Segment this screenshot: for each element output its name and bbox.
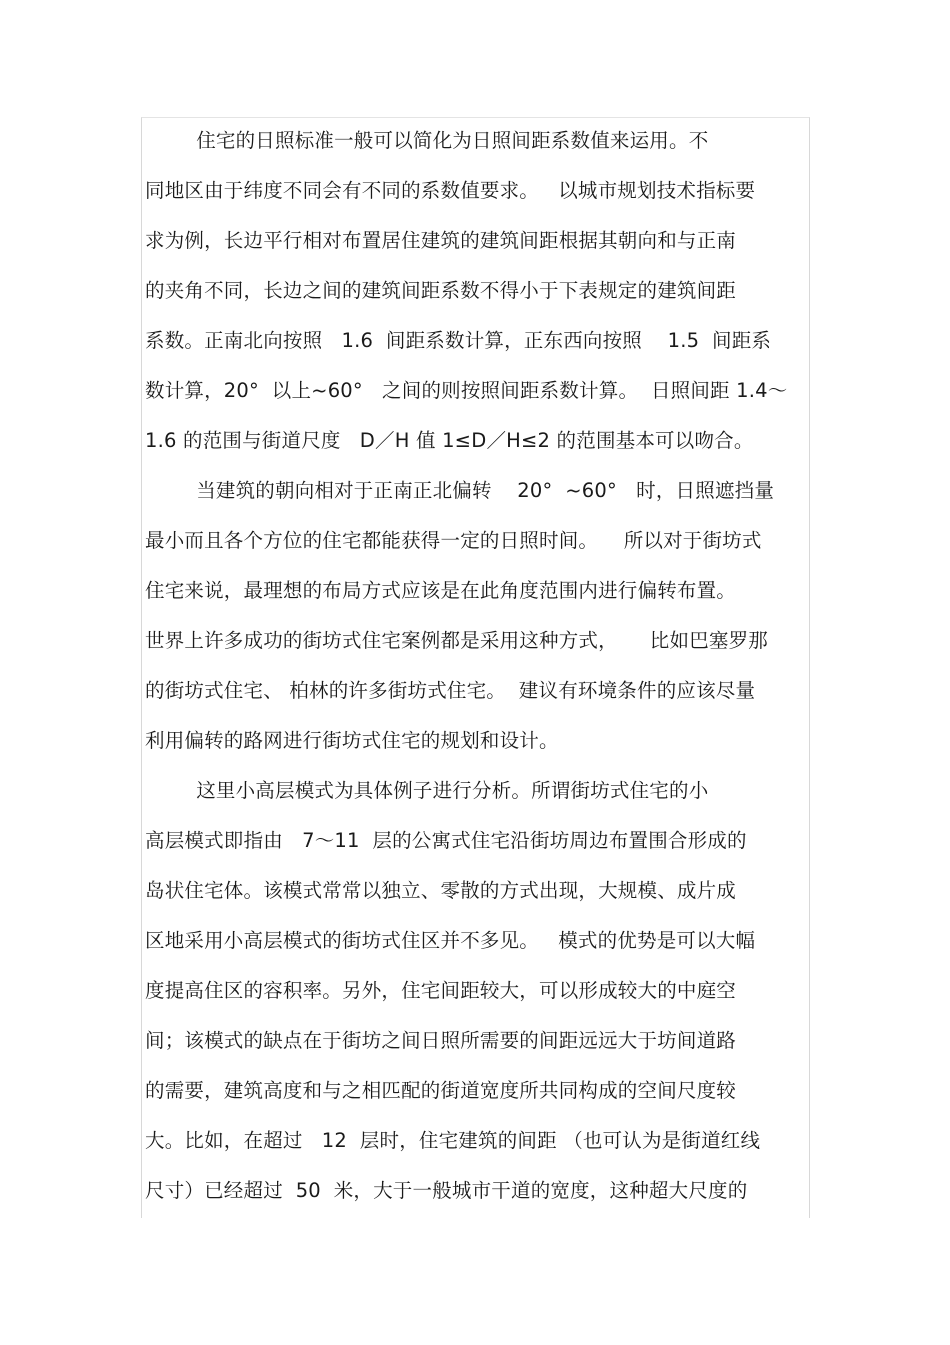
text-line: 这里小高层模式为具体例子进行分析。所谓街坊式住宅的小 [145,779,709,802]
text-line: 尺寸）已经超过 50 米，大于一般城市干道的宽度，这种超大尺度的 [145,1179,748,1202]
text-line: 利用偏转的路网进行街坊式住宅的规划和设计。 [145,729,559,752]
text-line: 系数。正南北向按照 1.6 间距系数计算，正东西向按照 1.5 间距系 [145,329,772,352]
text-line: 当建筑的朝向相对于正南正北偏转 20° ~60° 时，日照遮挡量 [145,479,775,502]
text-line: 世界上许多成功的街坊式住宅案例都是采用这种方式， 比如巴塞罗那 [145,629,768,652]
text-line: 的街坊式住宅、 柏林的许多街坊式住宅。 建议有环境条件的应该尽量 [145,679,756,702]
text-line: 的夹角不同，长边之间的建筑间距系数不得小于下表规定的建筑间距 [145,279,737,302]
text-line: 度提高住区的容积率。另外，住宅间距较大，可以形成较大的中庭空 [145,979,737,1002]
text-line: 大。比如，在超过 12 层时，住宅建筑的间距 （也可认为是街道红线 [145,1129,761,1152]
text-line: 1.6 的范围与街道尺度 D／H 值 1≤D／H≤2 的范围基本可以吻合。 [145,429,754,452]
text-line: 住宅的日照标准一般可以简化为日照间距系数值来运用。不 [145,129,709,152]
text-line: 间；该模式的缺点在于街坊之间日照所需要的间距远远大于坊间道路 [145,1029,737,1052]
text-line: 同地区由于纬度不同会有不同的系数值要求。 以城市规划技术指标要 [145,179,756,202]
text-line: 最小而且各个方位的住宅都能获得一定的日照时间。 所以对于街坊式 [145,529,762,552]
text-line: 高层模式即指由 7～11 层的公寓式住宅沿街坊周边布置围合形成的 [145,829,747,852]
text-line: 求为例，长边平行相对布置居住建筑的建筑间距根据其朝向和与正南 [145,229,737,252]
text-line: 岛状住宅体。该模式常常以独立、零散的方式出现，大规模、成片成 [145,879,737,902]
text-line: 数计算，20° 以上~60° 之间的则按照间距系数计算。 日照间距 1.4～ [145,379,788,402]
text-line: 住宅来说，最理想的布局方式应该是在此角度范围内进行偏转布置。 [145,579,737,602]
text-line: 的需要，建筑高度和与之相匹配的街道宽度所共同构成的空间尺度较 [145,1079,737,1102]
text-line: 区地采用小高层模式的街坊式住区并不多见。 模式的优势是可以大幅 [145,929,756,952]
